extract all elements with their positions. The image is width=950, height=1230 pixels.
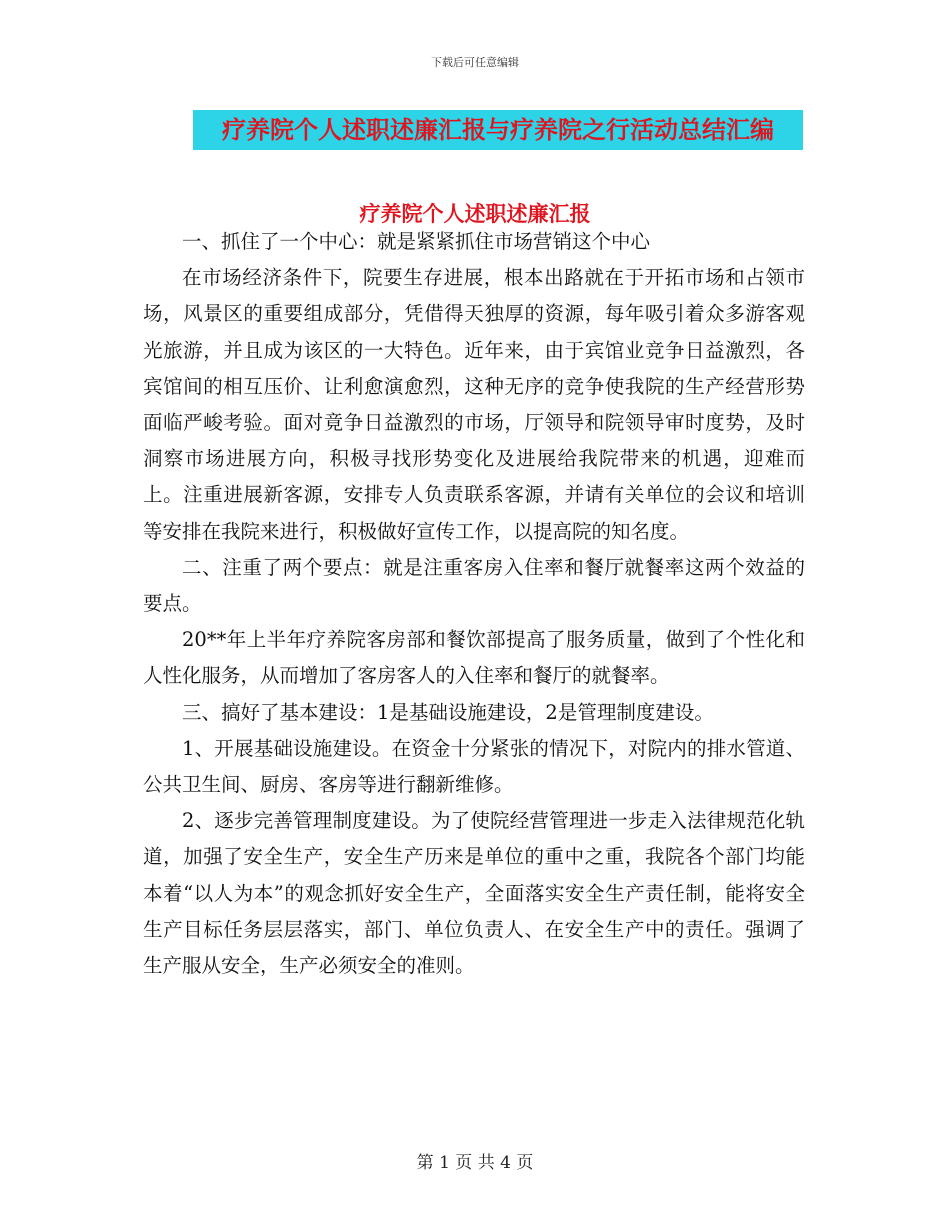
paragraph: 2、逐步完善管理制度建设。为了使院经营管理进一步走入法律规范化轨道，加强了安全生产，安全生产历来是单位的重中之重，我院各个部门均能本着“以人为本”的观念抓好安全生产，全面落实安全生产责任制，能将安全生产目标任务层层落实，部门、单位负责人、在安全生产中的责任。强调了生产服从安全，生产必须安全的准则。 <box>143 809 805 978</box>
page-number: 第 1 页 共 4 页 <box>416 1153 534 1173</box>
document-title: 疗养院个人述职述廉汇报与疗养院之行活动总结汇编 <box>222 116 774 144</box>
paragraph-heading-1: 一、抓住了一个中心：就是紧紧抓住市场营销这个中心 <box>182 230 651 253</box>
document-body <box>143 224 805 984</box>
section-title: 疗养院个人述职述廉汇报 <box>359 202 591 226</box>
paragraph-heading-3: 三、搞好了基本建设：1是基础设施建设，2是管理制度建设。 <box>182 700 714 724</box>
paragraph: 20**年上半年疗养院客房部和餐饮部提高了服务质量，做到了个性化和人性化服务，从而增加了客房客人的入住率和餐厅的就餐率。 <box>143 628 805 688</box>
header-note: 下载后可任意编辑 <box>431 56 519 69</box>
paragraph: 在市场经济条件下，院要生存进展，根本出路就在于开拓市场和占领市场，风景区的重要组成部分，凭借得天独厚的资源，每年吸引着众多游客观光旅游，并且成为该区的一大特色。近年来，由于宾馆业竞争日益激烈，各宾馆间的相互压价、让利愈演愈烈，这种无序的竞争使我院的生产经营形势面临严峻考验。面对竟争日益激烈的市场，厅领导和院领导审时度势，及时洞察市场进展方向，积极寻找形势变化及进展给我院带来的机遇，迎难而上。注重进展新客源，安排专人负责联系客源，并请有关单位的会议和培训等安排在我院来进行，积极做好宣传工作，以提高院的知名度。 <box>143 266 805 543</box>
paragraph-heading-2: 二、注重了两个要点：就是注重客房入住率和餐厅就餐率这两个效益的要点。 <box>143 555 805 616</box>
paragraph: 1、开展基础设施建设。在资金十分紧张的情况下，对院内的排水管道、公共卫生间、厨房、客房等进行翻新维修。 <box>143 736 805 797</box>
document-title-highlight <box>193 110 803 150</box>
